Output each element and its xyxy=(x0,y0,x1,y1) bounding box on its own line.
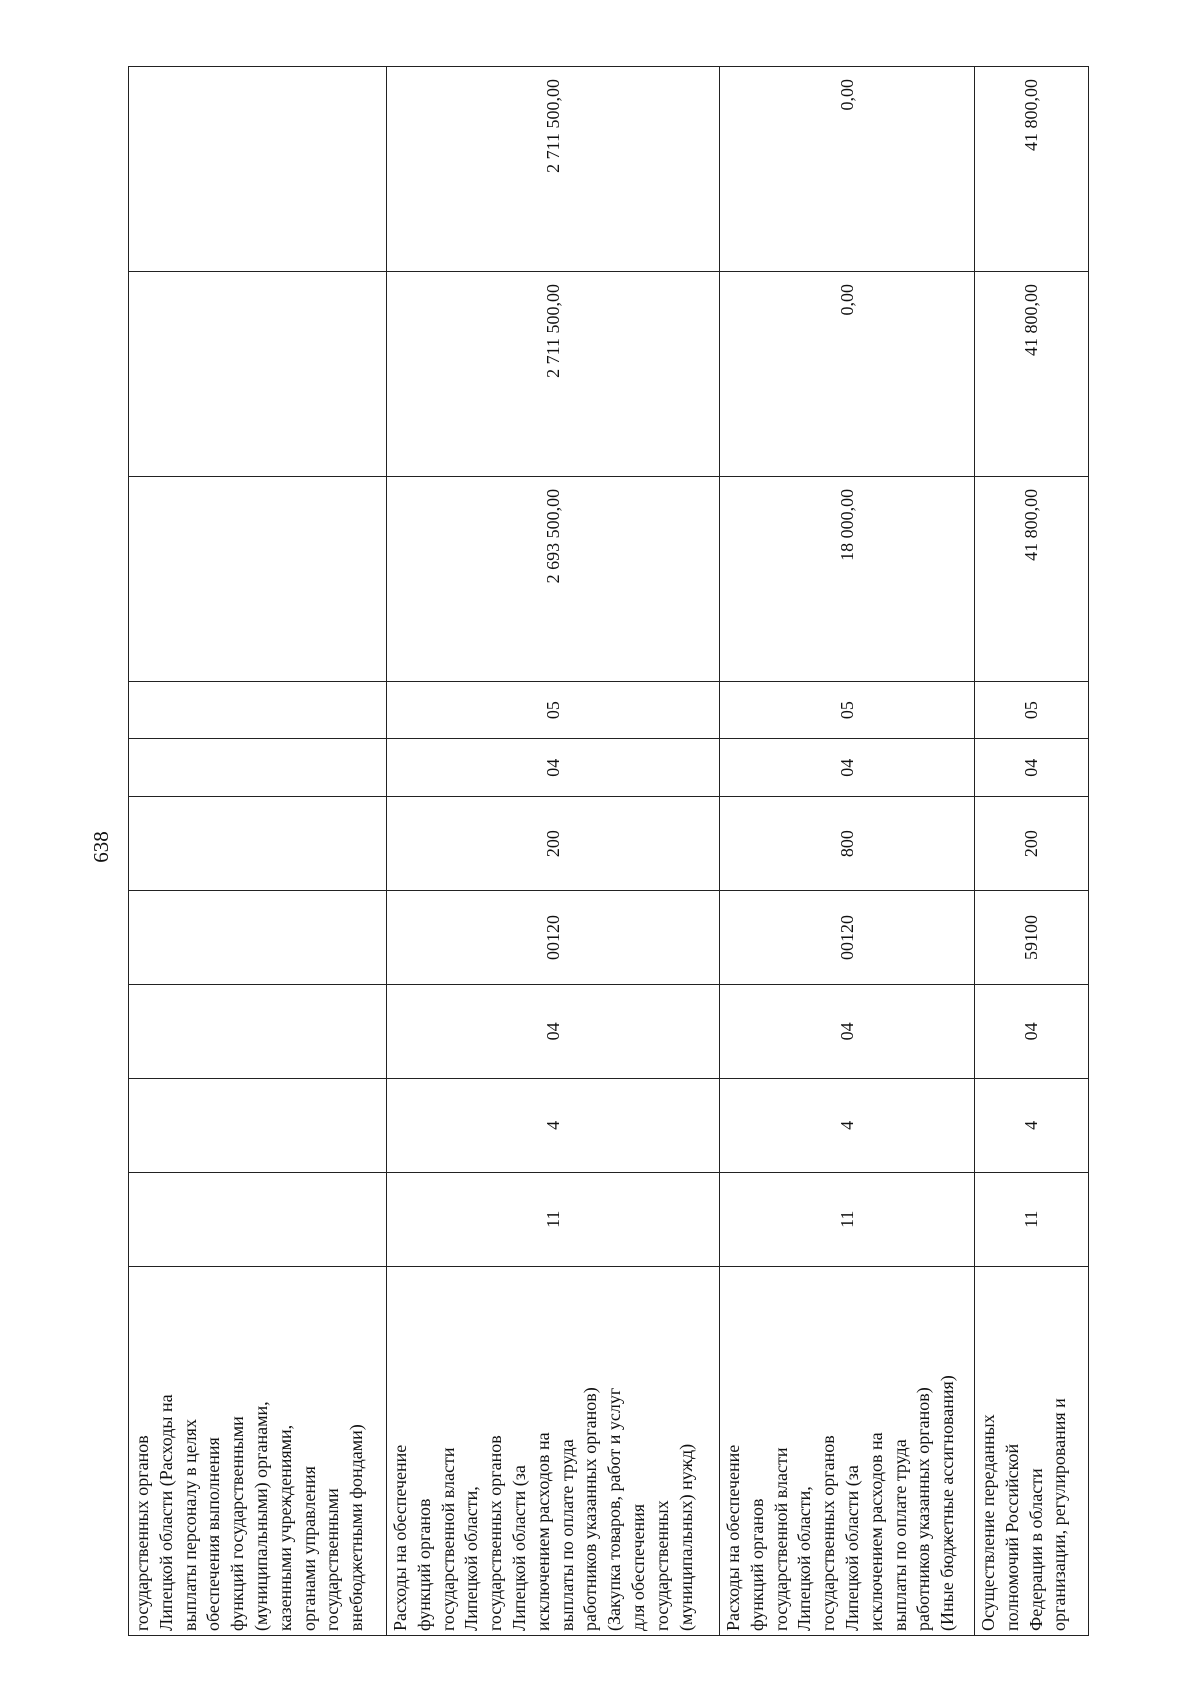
budget-table xyxy=(128,66,1089,1636)
code-cell: 200 xyxy=(387,797,720,891)
table-row xyxy=(975,67,1089,1636)
amount-cell xyxy=(129,476,387,681)
code-cell: 04 xyxy=(720,739,975,797)
code-cell: 800 xyxy=(720,797,975,891)
code-cell: 04 xyxy=(720,984,975,1078)
amount-cell xyxy=(129,67,387,272)
code-cell: 04 xyxy=(387,984,720,1078)
code-cell: 59100 xyxy=(975,891,1089,985)
table-row xyxy=(387,67,720,1636)
code-cell: 04 xyxy=(975,984,1089,1078)
amount-cell: 41 800,00 xyxy=(975,67,1089,272)
amount-cell: 2 711 500,00 xyxy=(387,272,720,477)
code-cell xyxy=(129,1172,387,1266)
code-cell: 4 xyxy=(387,1078,720,1172)
code-cell: 4 xyxy=(720,1078,975,1172)
amount-cell: 41 800,00 xyxy=(975,272,1089,477)
row-description: Осуществление переданных полномочий Российской Федерации в области организации, регулирования и xyxy=(975,1266,1089,1635)
code-cell: 05 xyxy=(720,681,975,739)
code-cell: 11 xyxy=(975,1172,1089,1266)
code-cell: 00120 xyxy=(387,891,720,985)
amount-cell: 2 711 500,00 xyxy=(387,67,720,272)
amount-cell: 2 693 500,00 xyxy=(387,476,720,681)
code-cell: 11 xyxy=(387,1172,720,1266)
code-cell xyxy=(129,797,387,891)
code-cell: 05 xyxy=(975,681,1089,739)
table-row xyxy=(720,67,975,1636)
code-cell xyxy=(129,984,387,1078)
row-description: Расходы на обеспечение функций органов государственной власти Липецкой области, государственных органов Липецкой области (за исключением расходов на выплаты по оплате труда работников указанных органов) (Иные бюджетные ассигнования) xyxy=(720,1266,975,1635)
row-description: государственных органов Липецкой области (Расходы на выплаты персоналу в целях обеспечения выполнения функций государственными (муниципальными) органами, казенными учреждениями, органами управления государственными внебюджетными фондами) xyxy=(129,1266,387,1635)
code-cell: 200 xyxy=(975,797,1089,891)
code-cell: 00120 xyxy=(720,891,975,985)
code-cell: 05 xyxy=(387,681,720,739)
code-cell xyxy=(129,891,387,985)
code-cell: 11 xyxy=(720,1172,975,1266)
table-row xyxy=(129,67,387,1636)
budget-table-container xyxy=(128,66,1088,1636)
code-cell xyxy=(129,681,387,739)
code-cell xyxy=(129,739,387,797)
code-cell: 04 xyxy=(975,739,1089,797)
row-description: Расходы на обеспечение функций органов государственной власти Липецкой области, государственных органов Липецкой области (за исключением расходов на выплаты по оплате труда работников указанных органов) (Закупка товаров, работ и услуг для обеспечения государственных (муниципальных) нужд) xyxy=(387,1266,720,1635)
amount-cell: 0,00 xyxy=(720,67,975,272)
code-cell xyxy=(129,1078,387,1172)
code-cell: 4 xyxy=(975,1078,1089,1172)
amount-cell: 0,00 xyxy=(720,272,975,477)
amount-cell: 41 800,00 xyxy=(975,476,1089,681)
code-cell: 04 xyxy=(387,739,720,797)
amount-cell xyxy=(129,272,387,477)
amount-cell: 18 000,00 xyxy=(720,476,975,681)
page-number: 638 xyxy=(89,831,113,863)
